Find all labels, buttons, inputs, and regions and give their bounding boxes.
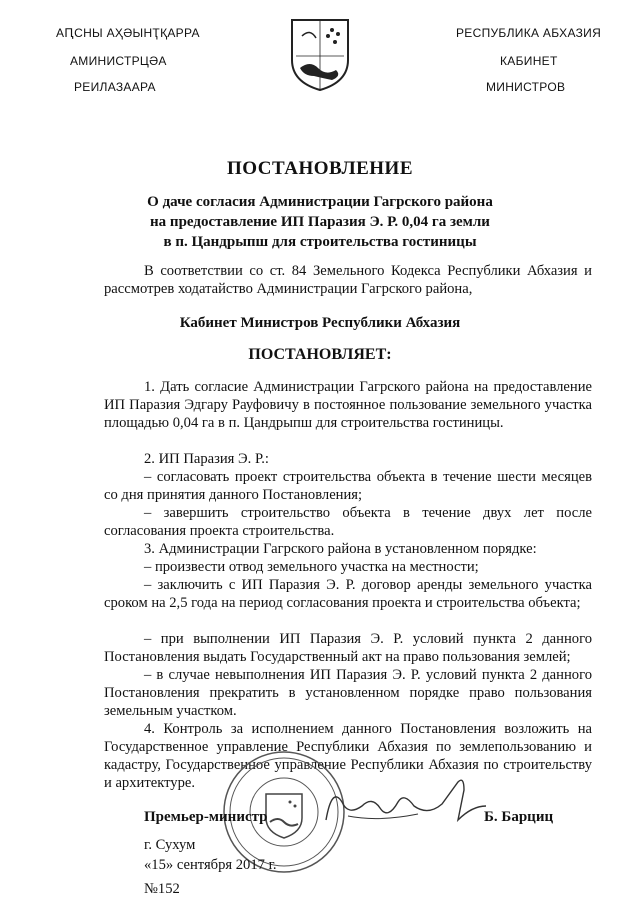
subject-line-1: О даче согласия Администрации Гагрского района (147, 194, 493, 210)
date: «15» сентября 2017 г. (144, 857, 277, 873)
clause-3c: – при выполнении ИП Паразия Э. Р. условий пункта 2 данного Постановления выдать Государственный акт на право пользования землей; (104, 631, 592, 665)
coat-of-arms-icon (288, 16, 352, 92)
clause-2a: – согласовать проект строительства объекта в течение шести месяцев со дня принятия данного Постановления; (104, 469, 592, 503)
clause-3a: – произвести отвод земельного участка на местности; (144, 559, 479, 575)
clause-3b: – заключить с ИП Паразия Э. Р. договор аренды земельного участка сроком на 2,5 года на период согласования проекта и строительства объекта; (104, 577, 592, 611)
header-right-line-1: РЕСПУБЛИКА АБХАЗИЯ (456, 26, 602, 40)
signatory-name: Б. Барциц (484, 809, 554, 825)
signature-icon (318, 776, 488, 834)
clause-4: 4. Контроль за исполнением данного Постановления возложить на Государственное управление Республики Абхазия по землепользованию и кадастру, Государственное управление Республики Абхазия по строительству и архитектуре. (104, 721, 592, 791)
header-left-line-3: РЕИЛАЗААРА (74, 80, 156, 94)
signatory-position: Премьер-министр (144, 809, 268, 825)
document-number: №152 (144, 881, 180, 897)
clause-2: 2. ИП Паразия Э. Р.: (144, 451, 269, 467)
place: г. Сухум (144, 837, 196, 853)
clause-3: 3. Администрации Гагрского района в установленном порядке: (144, 541, 537, 557)
clause-1: 1. Дать согласие Администрации Гагрского района на предоставление ИП Паразия Эдгару Рауфовичу в постоянное пользование земельного участка площадью 0,04 га в п. Цандрыпш для строительства гостиницы. (104, 379, 592, 431)
subject-line-3: в п. Цандрыпш для строительства гостиницы (163, 234, 477, 250)
resolves-heading: ПОСТАНОВЛЯЕТ: (248, 346, 392, 363)
document-title: ПОСТАНОВЛЕНИЕ (226, 158, 414, 179)
authority: Кабинет Министров Республики Абхазия (179, 315, 461, 331)
subject-line-2: на предоставление ИП Паразия Э. Р. 0,04 га земли (150, 214, 490, 230)
clause-3d: – в случае невыполнения ИП Паразия Э. Р. условий пункта 2 данного Постановления прекратить в установленном порядке право пользования земельным участком. (104, 667, 592, 719)
header-right-line-2: КАБИНЕТ (500, 54, 558, 68)
header-right-line-3: МИНИСТРОВ (486, 80, 566, 94)
preamble: В соответствии со ст. 84 Земельного Кодекса Республики Абхазия и рассмотрев ходатайство Администрации Гагрского района, (104, 263, 592, 297)
header-left-line-2: АМИНИСТРЦӘА (70, 54, 167, 68)
clause-2b: – завершить строительство объекта в течение двух лет после согласования проекта строительства. (104, 505, 592, 539)
header-left-line-1: АԤСНЫ АҲӘЫНҬҚАРРА (56, 26, 200, 40)
